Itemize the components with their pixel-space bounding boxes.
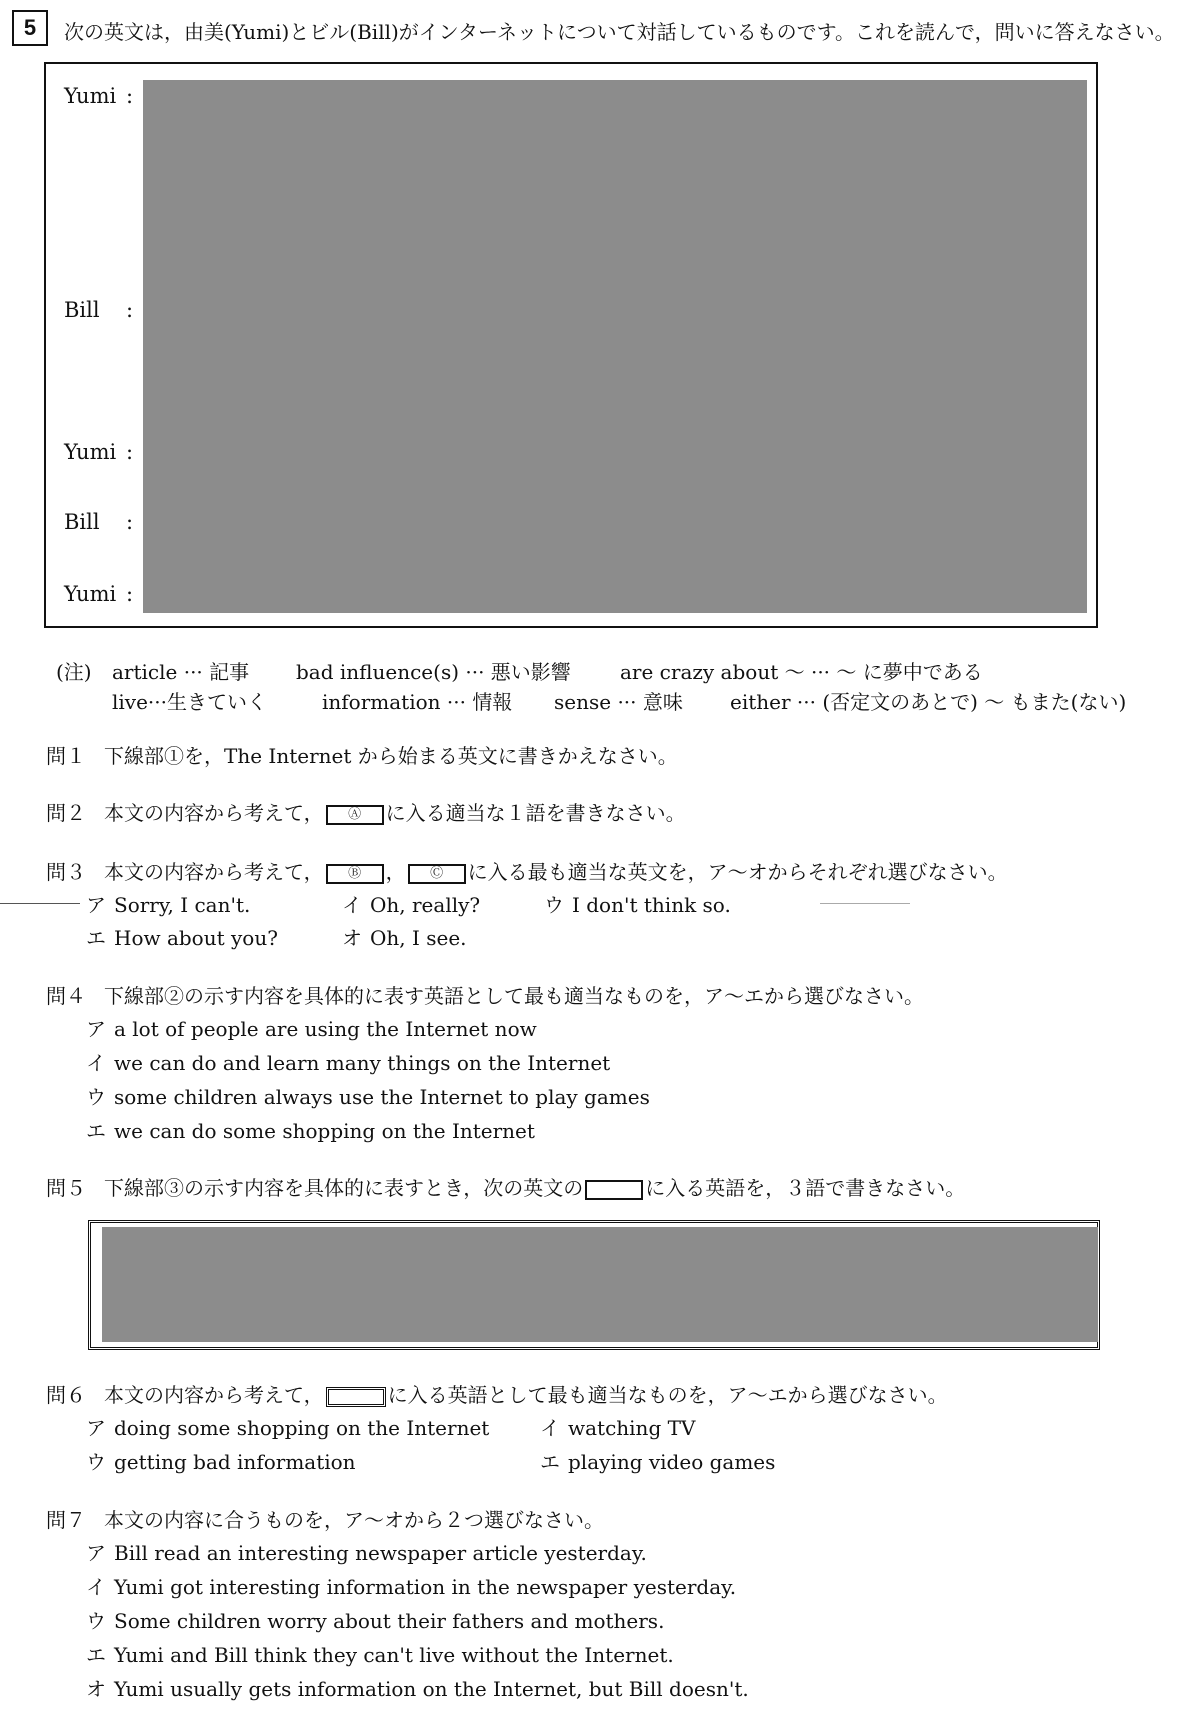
choice-mark: イ [86, 1051, 106, 1075]
question-number: 5 [12, 10, 48, 46]
choice-item [540, 1450, 775, 1474]
choice-item [86, 1085, 650, 1109]
choice-text: some children always use the Internet to play games [114, 1085, 650, 1109]
speaker-colon: : [126, 84, 134, 108]
choice-mark: エ [540, 1450, 560, 1474]
note-item: live···生きていく [112, 690, 267, 714]
choice-text: Yumi got interesting information in the newspaper yesterday. [114, 1575, 737, 1599]
choice-text: doing some shopping on the Internet [114, 1416, 490, 1440]
q5-line [104, 1176, 965, 1200]
choice-mark: ア [86, 893, 106, 917]
choice-text: Sorry, I can't. [114, 893, 251, 917]
choice-mark: エ [86, 926, 106, 950]
choice-mark: オ [342, 926, 362, 950]
choice-item [86, 1609, 664, 1633]
q3-label: 問３ [46, 860, 86, 884]
q7-text: 本文の内容に合うものを，ア～オから２つ選びなさい。 [104, 1508, 604, 1532]
speaker-colon: : [126, 298, 134, 322]
choice-item [86, 926, 278, 950]
redacted-dialogue [143, 80, 1087, 613]
q6-label: 問６ [46, 1383, 86, 1407]
q5-label: 問５ [46, 1176, 86, 1200]
q3-post: に入る最も適当な英文を，ア～オからそれぞれ選びなさい。 [467, 860, 1008, 884]
notes-label: (注) [56, 660, 92, 684]
instruction-text: 次の英文は，由美(Yumi)とビル(Bill)がインターネットについて対話しているものです。これを読んで，問いに答えなさい。 [64, 20, 1175, 44]
choice-mark: ウ [86, 1450, 106, 1474]
choice-mark: イ [86, 1575, 106, 1599]
choice-text: Oh, I see. [370, 926, 467, 950]
q5-pre: 下線部③の示す内容を具体的に表すとき，次の英文の [104, 1176, 584, 1200]
choice-mark: ウ [86, 1609, 106, 1633]
choice-item [86, 1119, 535, 1143]
speaker-label: Bill [64, 298, 100, 322]
choice-text: Bill read an interesting newspaper article yesterday. [114, 1541, 647, 1565]
note-item: sense ··· 意味 [554, 690, 683, 714]
choice-text: Some children worry about their fathers and mothers. [114, 1609, 665, 1633]
answer-box-q6[interactable] [326, 1387, 386, 1407]
choice-item [86, 893, 250, 917]
choice-text: Oh, really? [370, 893, 481, 917]
q6-post: に入る英語として最も適当なものを，ア～エから選びなさい。 [387, 1383, 948, 1407]
choice-mark: ア [86, 1541, 106, 1565]
choice-mark: イ [540, 1416, 560, 1440]
choice-mark: ウ [544, 893, 564, 917]
q3-pre: 本文の内容から考えて， [104, 860, 324, 884]
speaker-label: Yumi [64, 440, 117, 464]
speaker-colon: : [126, 440, 134, 464]
q1-label: 問１ [46, 744, 86, 768]
q7-label: 問７ [46, 1508, 86, 1532]
choice-item [86, 1541, 647, 1565]
choice-mark: ア [86, 1416, 106, 1440]
margin-rule [0, 903, 80, 904]
choice-item [342, 926, 467, 950]
speaker-label: Yumi [64, 84, 117, 108]
choice-text: Yumi usually gets information on the Internet, but Bill doesn't. [114, 1677, 749, 1701]
choice-item [540, 1416, 695, 1440]
q5-post: に入る英語を，３語で書きなさい。 [645, 1176, 966, 1200]
choice-item [86, 1575, 736, 1599]
choice-text: Yumi and Bill think they can't live without the Internet. [114, 1643, 674, 1667]
choice-mark: ウ [86, 1085, 106, 1109]
answer-box-q5[interactable] [585, 1180, 643, 1200]
speaker-colon: : [126, 510, 134, 534]
choice-text: getting bad information [114, 1450, 356, 1474]
choice-mark: ア [86, 1017, 106, 1041]
q4-label: 問４ [46, 984, 86, 1008]
note-item: bad influence(s) ··· 悪い影響 [296, 660, 571, 684]
answer-box-b[interactable]: Ⓑ [326, 864, 384, 884]
choice-item [342, 893, 480, 917]
choice-item [86, 1416, 489, 1440]
choice-text: playing video games [568, 1450, 776, 1474]
choice-text: How about you? [114, 926, 278, 950]
note-item: information ··· 情報 [322, 690, 513, 714]
note-item: article ··· 記事 [112, 660, 250, 684]
speaker-colon: : [126, 582, 134, 606]
choice-item [86, 1677, 749, 1701]
redacted-sentence [102, 1227, 1098, 1342]
q6-line [104, 1383, 948, 1407]
q6-pre: 本文の内容から考えて， [104, 1383, 324, 1407]
choice-text: we can do and learn many things on the Internet [114, 1051, 611, 1075]
choice-item [86, 1051, 610, 1075]
margin-rule [820, 903, 910, 904]
choice-text: I don't think so. [572, 893, 731, 917]
choice-mark: エ [86, 1643, 106, 1667]
q2-post: に入る適当な１語を書きなさい。 [385, 801, 686, 825]
q2-line [104, 801, 686, 825]
choice-mark: イ [342, 893, 362, 917]
q3-line [104, 860, 1008, 884]
choice-mark: オ [86, 1677, 106, 1701]
speaker-label: Bill [64, 510, 100, 534]
choice-text: watching TV [568, 1416, 696, 1440]
q4-text: 下線部②の示す内容を具体的に表す英語として最も適当なものを，ア～エから選びなさい。 [104, 984, 924, 1008]
choice-text: a lot of people are using the Internet now [114, 1017, 537, 1041]
choice-text: we can do some shopping on the Internet [114, 1119, 535, 1143]
choice-item [544, 893, 731, 917]
speaker-label: Yumi [64, 582, 117, 606]
choice-item [86, 1017, 537, 1041]
note-item: are crazy about ～ ··· ～ に夢中である [620, 660, 983, 684]
choice-mark: エ [86, 1119, 106, 1143]
choice-item [86, 1450, 356, 1474]
answer-box-c[interactable]: Ⓒ [408, 864, 466, 884]
q2-pre: 本文の内容から考えて， [104, 801, 324, 825]
note-item: either ··· (否定文のあとで) ～ もまた(ない) [730, 690, 1127, 714]
choice-item [86, 1643, 674, 1667]
q1-text: 下線部①を，The Internet から始まる英文に書きかえなさい。 [104, 744, 678, 768]
q2-label: 問２ [46, 801, 86, 825]
q3-sep: ， [385, 860, 406, 884]
answer-box-a[interactable]: Ⓐ [326, 805, 384, 825]
